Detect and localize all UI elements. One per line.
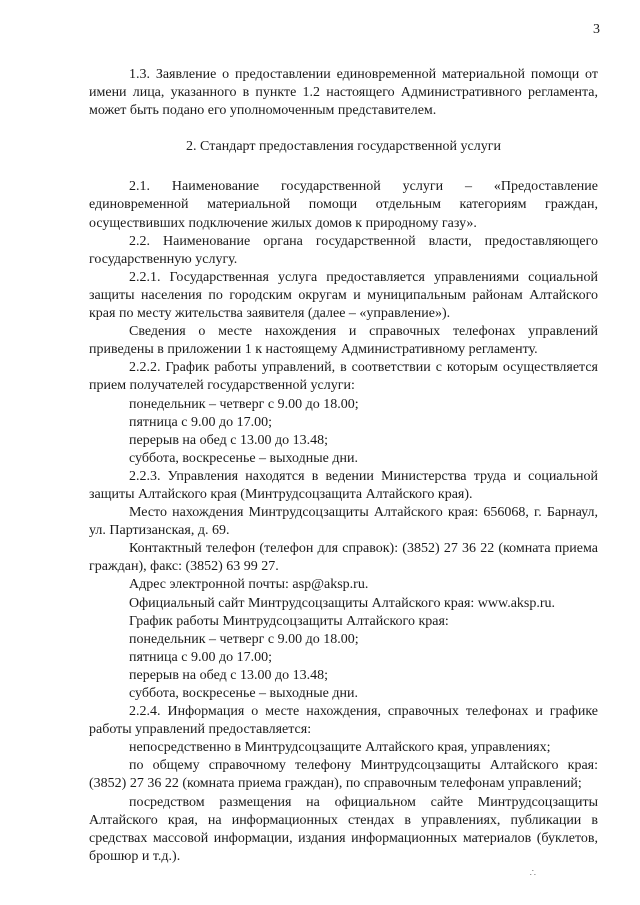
schedule-line: понедельник – четверг с 9.00 до 18.00; — [129, 631, 359, 647]
paragraph-phone: Контактный телефон (телефон для справок): (3852) 27 36 22 (комната приема граждан), факс: (3852) 63 99 27. — [89, 541, 598, 575]
paragraph-2-1: 2.1. Наименование государственной услуги – «Предоставление единовременной материальной помощи отдельным категориям граждан, осуществивших подключение жилых домов к природному газу». — [89, 179, 598, 231]
document-body — [89, 66, 598, 866]
schedule-line: пятница с 9.00 до 17.00; — [129, 649, 272, 665]
paragraph-2-2-1: 2.2.1. Государственная услуга предоставляется управлениями социальной защиты населения по городским округам и муниципальным районам Алтайского края по месту жительства заявителя (далее – «управление»). — [89, 269, 598, 322]
scan-speck: ∴ — [529, 868, 536, 879]
paragraph-location: Место нахождения Минтрудсоцзащиты Алтайского края: 656068, г. Барнаул, ул. Партизанская, д. 69. — [89, 505, 598, 539]
paragraph-2-2: 2.2. Наименование органа государственной власти, предоставляющего государственную услугу. — [89, 233, 598, 267]
schedule-line: перерыв на обед с 13.00 до 13.48; — [129, 432, 328, 448]
section-heading: 2. Стандарт предоставления государственной услуги — [186, 139, 501, 155]
list-item-website: посредством размещения на официальном сайте Минтрудсоцзащиты Алтайского края, на информационных стендах в управлениях, публикации в средствах массовой информации, издания информационных материалов (буклетов, брошюр и т.д.). — [89, 794, 598, 864]
paragraph-2-2-2: 2.2.2. График работы управлений, в соответствии с которым осуществляется прием получателей государственной услуги: — [89, 360, 598, 394]
paragraph-2-2-4: 2.2.4. Информация о месте нахождения, справочных телефонах и графике работы управлений предоставляется: — [89, 704, 598, 738]
list-item-directly: непосредственно в Минтрудсоцзащите Алтайского края, управлениях; — [129, 740, 551, 756]
paragraph-email: Адрес электронной почты: asp@aksp.ru. — [129, 577, 369, 593]
paragraph-website: Официальный сайт Минтрудсоцзащиты Алтайского края: www.aksp.ru. — [129, 595, 556, 611]
schedule-line: перерыв на обед с 13.00 до 13.48; — [129, 667, 328, 683]
paragraph-2-2-3: 2.2.3. Управления находятся в ведении Министерства труда и социальной защиты Алтайского края (Минтрудсоцзащита Алтайского края). — [89, 468, 598, 502]
schedule-line: суббота, воскресенье – выходные дни. — [129, 686, 358, 701]
schedule-line: понедельник – четверг с 9.00 до 18.00; — [129, 396, 359, 412]
schedule-line: пятница с 9.00 до 17.00; — [129, 414, 272, 430]
paragraph-info-appendix: Сведения о месте нахождения и справочных телефонах управлений приведены в приложении 1 к настоящему Административному регламенту. — [89, 324, 598, 358]
list-item-phone: по общему справочному телефону Минтрудсоцзащиты Алтайского края: (3852) 27 36 22 (комната приема граждан), по справочным телефонам управлений; — [89, 758, 598, 792]
page-number: 3 — [593, 22, 600, 37]
paragraph-1-3: 1.3. Заявление о предоставлении единовременной материальной помощи от имени лица, указанного в пункте 1.2 настоящего Административного регламента, может быть подано его уполномоченным представителем. — [89, 67, 598, 119]
schedule-line: суббота, воскресенье – выходные дни. — [129, 450, 358, 466]
paragraph-ministry-schedule: График работы Минтрудсоцзащиты Алтайского края: — [129, 613, 449, 629]
